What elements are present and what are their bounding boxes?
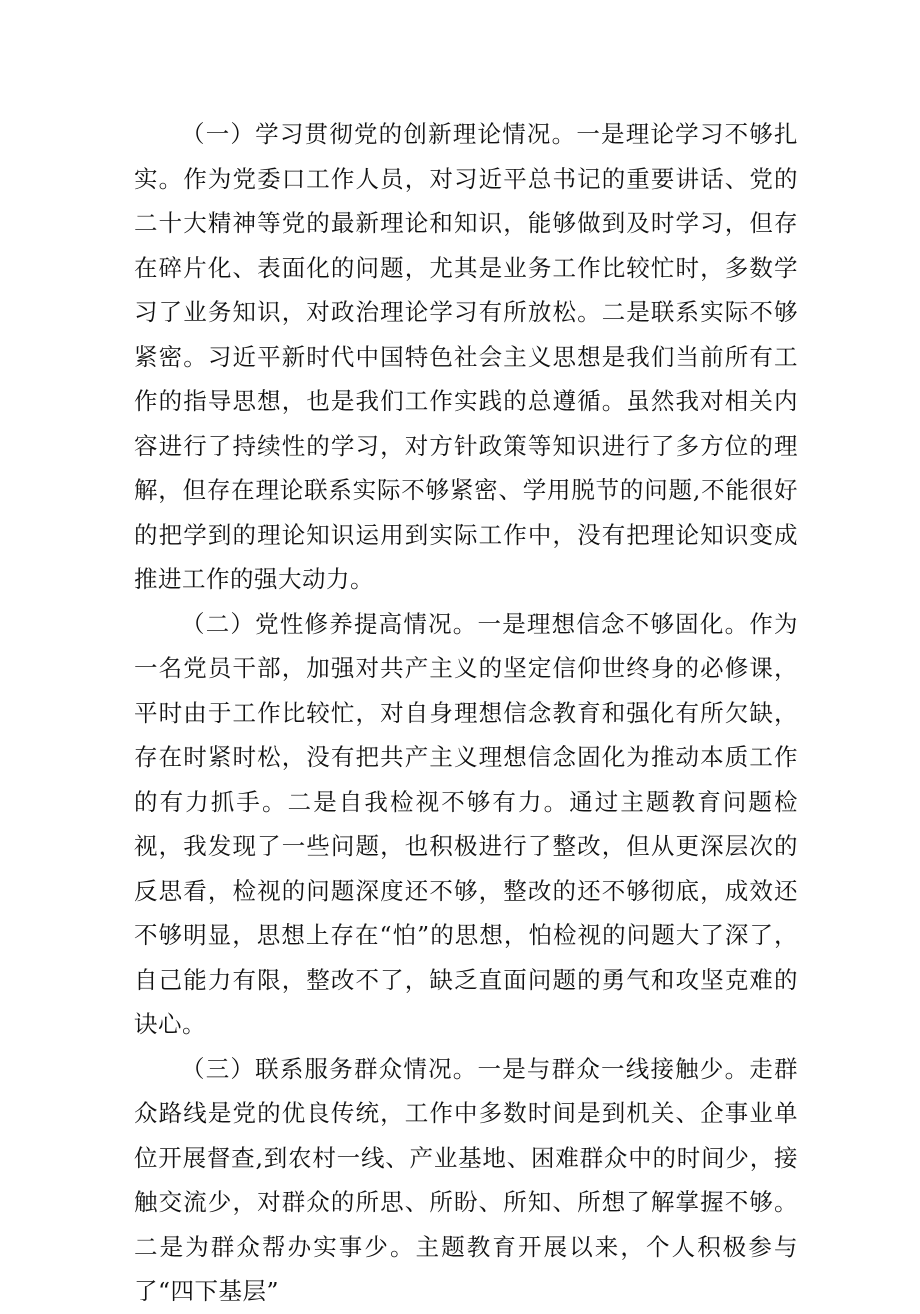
document-body (134, 112, 798, 1314)
paragraph-party-spirit: （二）党性修养提高情况。一是理想信念不够固化。作为一名党员干部，加强对共产主义的坚定信仰世终身的必修课，平时由于工作比较忙，对自身理想信念教育和强化有所欠缺，存在时紧时松，没有把共产主义理想信念固化为推动本质工作的有力抓手。二是自我检视不够有力。通过主题教育问题检视，我发现了一些问题，也积极进行了整改，但从更深层次的反思看，检视的问题深度还不够，整改的还不够彻底，成效还不够明显，思想上存在“怕”的思想，怕检视的问题大了深了，自己能力有限，整改不了，缺乏直面问题的勇气和攻坚克难的诀心。 (134, 609, 798, 1038)
paragraph-learning-theory: （一）学习贯彻党的创新理论情况。一是理论学习不够扎实。作为党委口工作人员，对习近平总书记的重要讲话、党的二十大精神等党的最新理论和知识，能够做到及时学习，但存在碎片化、表面化的问题，尤其是业务工作比较忙时，多数学习了业务知识，对政治理论学习有所放松。二是联系实际不够紧密。习近平新时代中国特色社会主义思想是我们当前所有工作的指导思想，也是我们工作实践的总遵循。虽然我对相关内容进行了持续性的学习，对方针政策等知识进行了多方位的理解，但存在理论联系实际不够紧密、学用脱节的问题,不能很好的把学到的理论知识运用到实际工作中，没有把理论知识变成推进工作的强大动力。 (134, 120, 798, 593)
paragraph-serving-masses: （三）联系服务群众情况。一是与群众一线接触少。走群众路线是党的优良传统，工作中多数时间是到机关、企事业单位开展督查,到农村一线、产业基地、困难群众中的时间少，接触交流少，对群众的所思、所盼、所知、所想了解掌握不够。二是为群众帮办实事少。主题教育开展以来，个人积极参与了“四下基层” (134, 1054, 798, 1305)
